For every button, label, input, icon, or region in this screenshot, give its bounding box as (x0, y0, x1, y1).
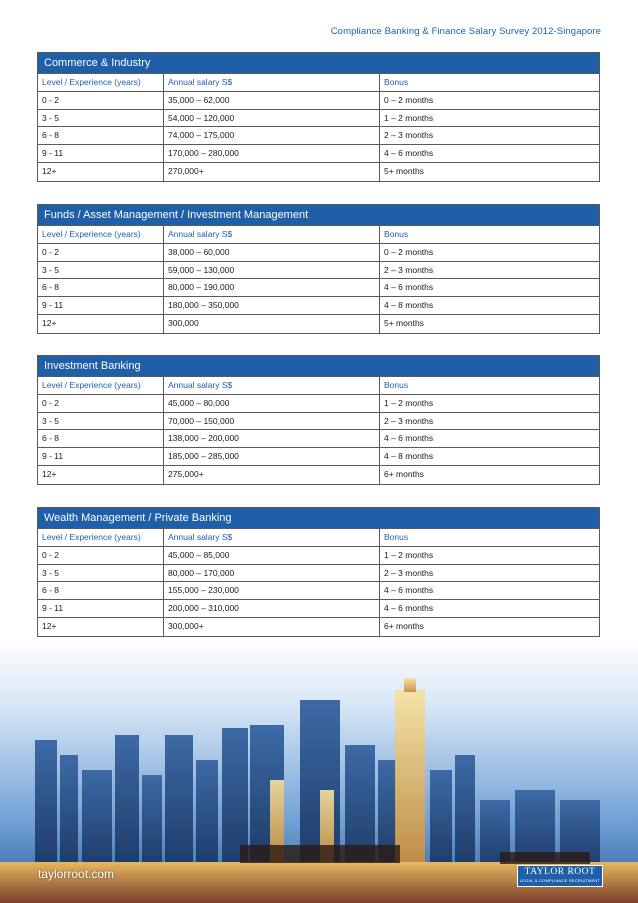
cell-salary: 45,000 – 85,000 (164, 547, 380, 564)
table-row (38, 145, 599, 163)
cell-salary: 170,000 – 280,000 (164, 145, 380, 162)
table-header-row (38, 529, 599, 547)
cell-bonus: 0 – 2 months (384, 94, 434, 105)
cell-salary: 45,000 – 80,000 (164, 395, 380, 412)
cell-salary: 59,000 – 130,000 (164, 262, 380, 279)
cell-salary: 300,000+ (164, 618, 380, 636)
cell-salary: 270,000+ (164, 163, 380, 181)
cell-level: 9 - 11 (38, 448, 164, 465)
cell-salary: 54,000 – 120,000 (164, 110, 380, 127)
cell-level: 6 - 8 (38, 127, 164, 144)
salary-table-commerce-industry (37, 52, 600, 182)
city-skyline-image (0, 640, 638, 903)
column-header-bonus: Bonus (384, 380, 409, 390)
table-row (38, 547, 599, 565)
cell-level: 0 - 2 (38, 395, 164, 412)
logo-wordmark: TAYLOR ROOT (524, 867, 596, 877)
cell-bonus: 1 – 2 months (384, 112, 434, 123)
cell-bonus: 6+ months (384, 620, 424, 631)
document-header: Compliance Banking & Finance Salary Survey 2012-Singapore (330, 26, 601, 37)
cell-salary: 185,000 – 285,000 (164, 448, 380, 465)
cell-level: 3 - 5 (38, 565, 164, 582)
cell-level: 12+ (38, 618, 164, 636)
column-header-level: Level / Experience (years) (38, 226, 164, 243)
cell-salary: 138,000 – 200,000 (164, 430, 380, 447)
cell-level: 9 - 11 (38, 297, 164, 314)
column-header-salary: Annual salary S$ (164, 74, 380, 91)
cell-bonus: 4 – 6 months (384, 585, 434, 596)
cell-salary: 35,000 – 62,000 (164, 92, 380, 109)
cell-level: 12+ (38, 466, 164, 484)
table-row (38, 244, 599, 262)
table-row (38, 413, 599, 431)
table-title: Investment Banking (38, 356, 599, 377)
cell-level: 6 - 8 (38, 582, 164, 599)
cell-bonus: 2 – 3 months (384, 130, 434, 141)
salary-table-wealth-management (37, 507, 600, 637)
cell-bonus: 2 – 3 months (384, 415, 434, 426)
cell-level: 12+ (38, 163, 164, 181)
column-header-bonus: Bonus (384, 532, 409, 542)
table-row (38, 315, 599, 333)
cell-bonus: 4 – 6 months (384, 148, 434, 159)
cell-level: 0 - 2 (38, 92, 164, 109)
cell-salary: 275,000+ (164, 466, 380, 484)
cell-level: 0 - 2 (38, 547, 164, 564)
table-row (38, 582, 599, 600)
cell-bonus: 4 – 6 months (384, 603, 434, 614)
cell-level: 6 - 8 (38, 430, 164, 447)
column-header-salary: Annual salary S$ (164, 529, 380, 546)
cell-level: 0 - 2 (38, 244, 164, 261)
taylor-root-logo (517, 865, 603, 887)
table-row (38, 297, 599, 315)
cell-bonus: 4 – 8 months (384, 300, 434, 311)
cell-bonus: 1 – 2 months (384, 397, 434, 408)
table-row (38, 110, 599, 128)
salary-table-funds-asset-management (37, 204, 600, 334)
table-row (38, 466, 599, 484)
cell-level: 3 - 5 (38, 262, 164, 279)
column-header-bonus: Bonus (384, 229, 409, 239)
column-header-level: Level / Experience (years) (38, 377, 164, 394)
cell-level: 3 - 5 (38, 110, 164, 127)
cell-salary: 74,000 – 175,000 (164, 127, 380, 144)
cell-bonus: 6+ months (384, 468, 424, 479)
table-header-row (38, 377, 599, 395)
table-row (38, 618, 599, 636)
cell-level: 3 - 5 (38, 413, 164, 430)
logo-tagline: LEGAL & COMPLIANCE RECRUITMENT (519, 878, 601, 883)
cell-bonus: 4 – 6 months (384, 433, 434, 444)
cell-bonus: 5+ months (384, 165, 424, 176)
cell-level: 6 - 8 (38, 279, 164, 296)
footer-website-link[interactable]: taylorroot.com (38, 867, 115, 881)
table-title: Commerce & Industry (38, 53, 599, 74)
table-row (38, 163, 599, 181)
column-header-level: Level / Experience (years) (38, 529, 164, 546)
column-header-bonus: Bonus (384, 77, 409, 87)
cell-level: 9 - 11 (38, 145, 164, 162)
table-header-row (38, 226, 599, 244)
cell-bonus: 1 – 2 months (384, 549, 434, 560)
cell-bonus: 4 – 6 months (384, 282, 434, 293)
column-header-salary: Annual salary S$ (164, 377, 380, 394)
cell-salary: 80,000 – 190,000 (164, 279, 380, 296)
salary-table-investment-banking (37, 355, 600, 485)
cell-salary: 38,000 – 60,000 (164, 244, 380, 261)
table-title: Wealth Management / Private Banking (38, 508, 599, 529)
cell-level: 12+ (38, 315, 164, 333)
column-header-level: Level / Experience (years) (38, 74, 164, 91)
cell-bonus: 4 – 8 months (384, 451, 434, 462)
table-row (38, 565, 599, 583)
table-row (38, 430, 599, 448)
column-header-salary: Annual salary S$ (164, 226, 380, 243)
table-header-row (38, 74, 599, 92)
table-row (38, 395, 599, 413)
cell-bonus: 5+ months (384, 317, 424, 328)
cell-bonus: 2 – 3 months (384, 567, 434, 578)
table-row (38, 92, 599, 110)
cell-salary: 200,000 – 310,000 (164, 600, 380, 617)
table-row (38, 600, 599, 618)
cell-salary: 180,000 – 350,000 (164, 297, 380, 314)
table-row (38, 279, 599, 297)
cell-salary: 300,000 (164, 315, 380, 333)
table-row (38, 127, 599, 145)
cell-level: 9 - 11 (38, 600, 164, 617)
cell-salary: 80,000 – 170,000 (164, 565, 380, 582)
cell-salary: 70,000 – 150,000 (164, 413, 380, 430)
cell-bonus: 0 – 2 months (384, 246, 434, 257)
cell-salary: 155,000 – 230,000 (164, 582, 380, 599)
table-row (38, 262, 599, 280)
table-title: Funds / Asset Management / Investment Management (38, 205, 599, 226)
table-row (38, 448, 599, 466)
cell-bonus: 2 – 3 months (384, 264, 434, 275)
